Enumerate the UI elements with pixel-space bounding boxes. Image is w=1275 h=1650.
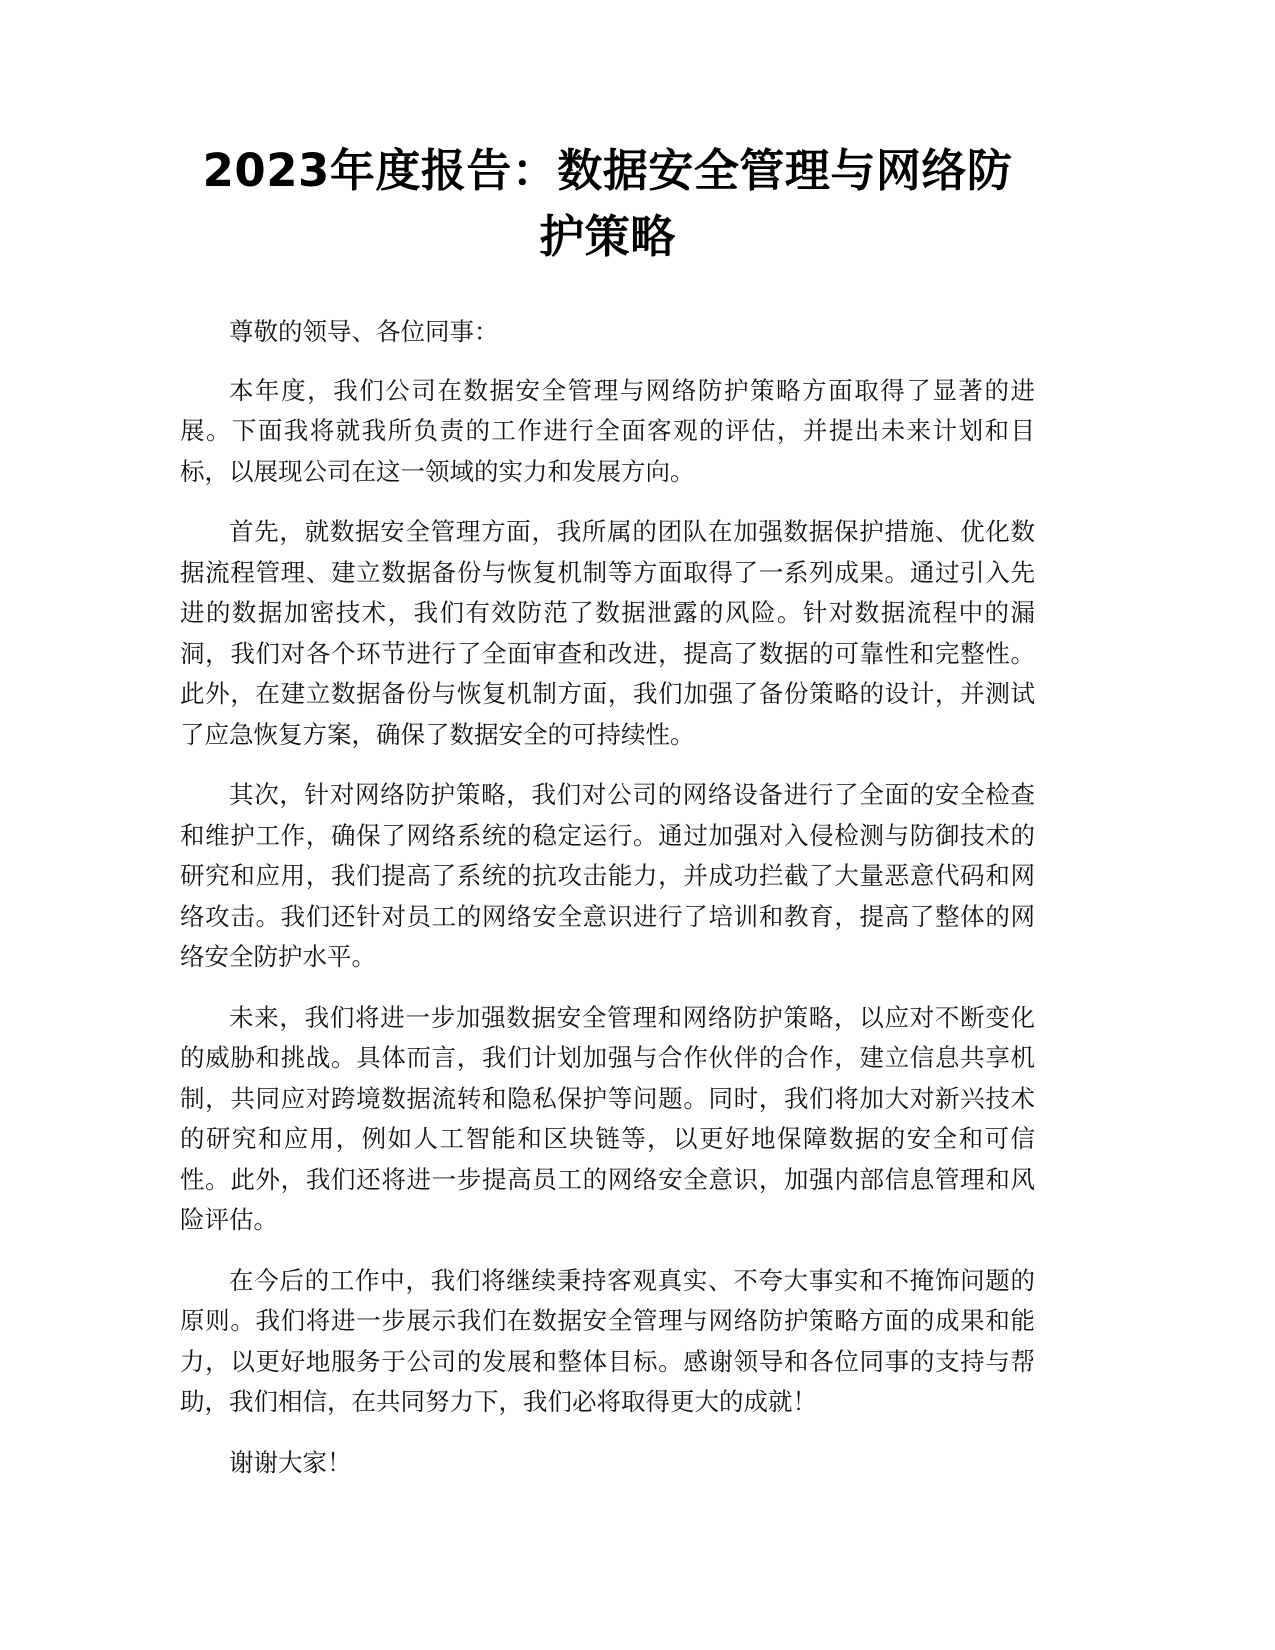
paragraph-data-security: 首先，就数据安全管理方面，我所属的团队在加强数据保护措施、优化数据流程管理、建立数据备份与恢复机制等方面取得了一系列成果。通过引入先进的数据加密技术，我们有效防范了数据泄露的风险。针对数据流程中的漏洞，我们对各个环节进行了全面审查和改进，提高了数据的可靠性和完整性。此外，在建立数据备份与恢复机制方面，我们加强了备份策略的设计，并测试了应急恢复方案，确保了数据安全的可持续性。 xyxy=(180,517,1035,749)
paragraph-intro: 本年度，我们公司在数据安全管理与网络防护策略方面取得了显著的进展。下面我将就我所负责的工作进行全面客观的评估，并提出未来计划和目标，以展现公司在这一领域的实力和发展方向。 xyxy=(180,375,1035,486)
closing-line: 谢谢大家！ xyxy=(229,1447,352,1477)
document-title: 2023年度报告：数据安全管理与网络防护策略 xyxy=(202,144,1013,263)
paragraph-conclusion: 在今后的工作中，我们将继续秉持客观真实、不夸大事实和不掩饰问题的原则。我们将进一步展示我们在数据安全管理与网络防护策略方面的成果和能力，以更好地服务于公司的发展和整体目标。感谢领导和各位同事的支持与帮助，我们相信，在共同努力下，我们必将取得更大的成就！ xyxy=(180,1265,1035,1416)
salutation: 尊敬的领导、各位同事： xyxy=(229,317,499,346)
paragraph-network-protection: 其次，针对网络防护策略，我们对公司的网络设备进行了全面的安全检查和维护工作，确保了网络系统的稳定运行。通过加强对入侵检测与防御技术的研究和应用，我们提高了系统的抗攻击能力，并成功拦截了大量恶意代码和网络攻击。我们还针对员工的网络安全意识进行了培训和教育，提高了整体的网络安全防护水平。 xyxy=(180,780,1035,971)
document-page xyxy=(180,138,1035,1503)
paragraph-future-plans: 未来，我们将进一步加强数据安全管理和网络防护策略，以应对不断变化的威胁和挑战。具体而言，我们计划加强与合作伙伴的合作，建立信息共享机制，共同应对跨境数据流转和隐私保护等问题。同时，我们将加大对新兴技术的研究和应用，例如人工智能和区块链等，以更好地保障数据的安全和可信性。此外，我们还将进一步提高员工的网络安全意识，加强内部信息管理和风险评估。 xyxy=(180,1002,1035,1234)
